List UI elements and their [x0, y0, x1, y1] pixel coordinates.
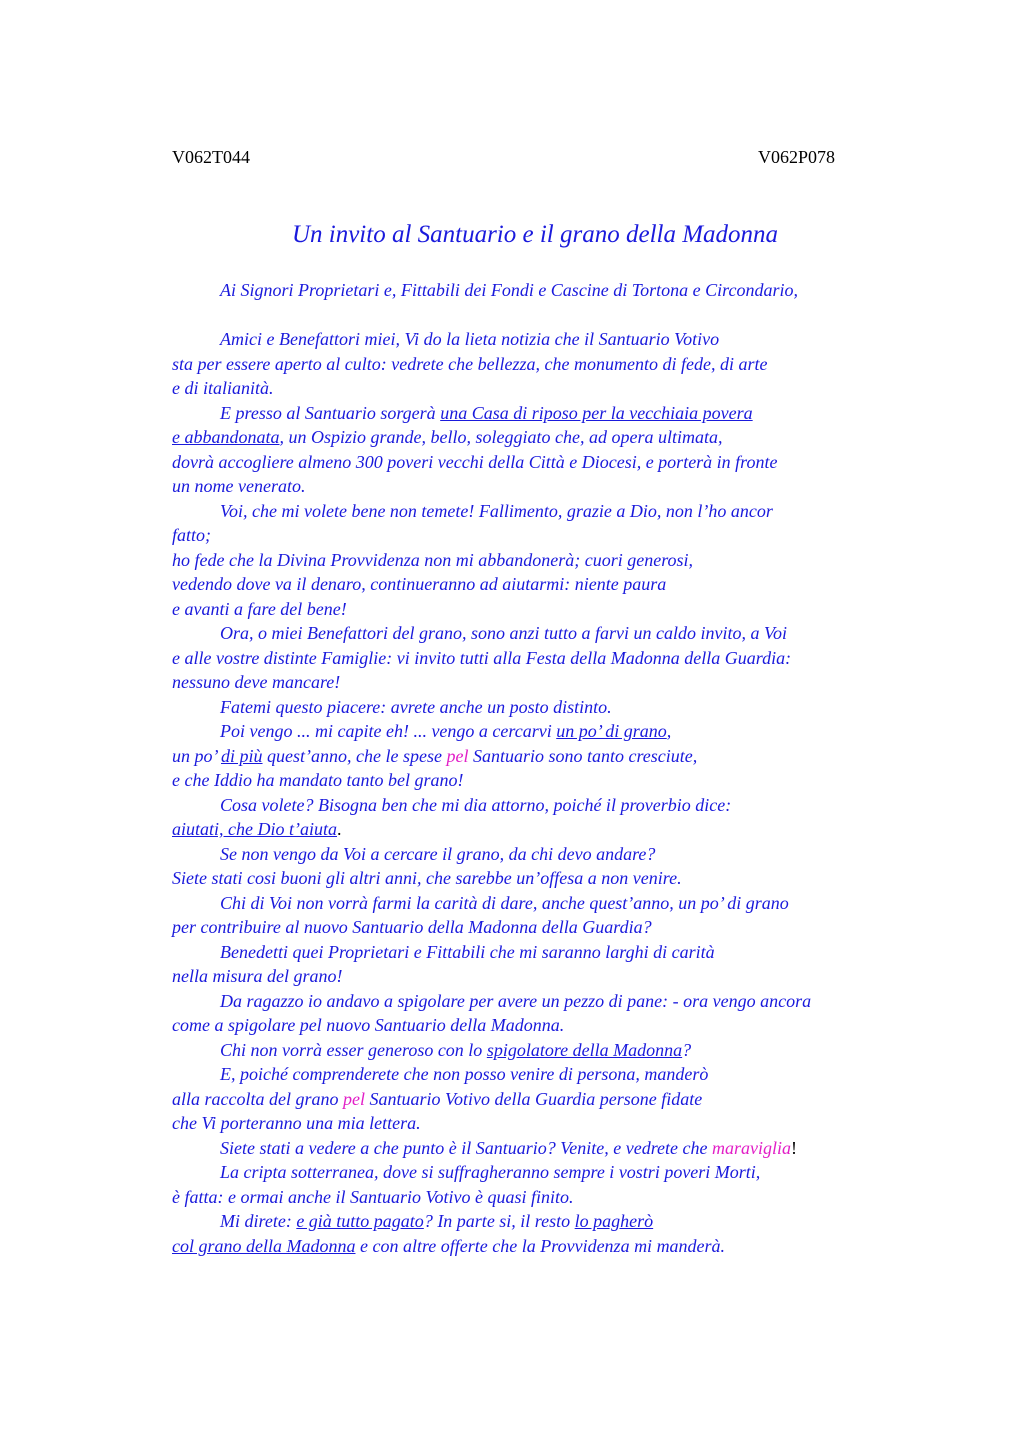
text-line: nella misura del grano! — [172, 966, 343, 986]
underlined-phrase: spigolatore della Madonna — [486, 1039, 683, 1060]
text-segment: ? In parte si, il resto — [423, 1211, 575, 1231]
text-line — [172, 425, 972, 450]
highlighted-word: pel — [342, 1088, 365, 1109]
underlined-phrase: col grano della Madonna — [172, 1235, 356, 1256]
header-left-code: V062T044 — [172, 147, 250, 167]
text-line — [172, 1087, 972, 1112]
text-line — [172, 744, 972, 769]
text-segment: e con altre offerte che la Provvidenza mi manderà. — [355, 1235, 726, 1256]
highlighted-word: maraviglia — [712, 1137, 792, 1158]
text-segment: Santuario sono tanto cresciute, — [468, 745, 698, 766]
underlined-phrase: e già tutto pagato — [296, 1211, 424, 1231]
text-segment: Chi non vorrà esser generoso con lo — [220, 1039, 487, 1060]
text-segment: ? — [682, 1039, 692, 1060]
document-title: Un invito al Santuario e il grano della Madonna — [291, 221, 779, 248]
underlined-phrase: una Casa di riposo per la vecchiaia povera — [440, 402, 753, 423]
salutation: Ai Signori Proprietari e, Fittabili dei Fondi e Cascine di Tortona e Circondario, — [220, 280, 798, 300]
highlighted-word: pel — [446, 745, 469, 766]
text-segment: alla raccolta del grano — [172, 1088, 343, 1109]
header-right-code: V062P078 — [758, 147, 836, 167]
text-line: un nome venerato. — [172, 476, 306, 496]
text-line: e alle vostre distinte Famiglie: vi invito tutti alla Festa della Madonna della Guardia: — [172, 647, 792, 668]
text-line — [172, 1038, 972, 1063]
text-segment: Mi direte: — [220, 1211, 297, 1231]
text-segment: , — [666, 721, 672, 741]
text-line: Ora, o miei Benefattori del grano, sono anzi tutto a farvi un caldo invito, a Voi — [220, 623, 787, 643]
text-line: e che Iddio ha mandato tanto bel grano! — [172, 770, 464, 790]
letter-body — [172, 327, 972, 1258]
text-line: che Vi porteranno una mia lettera. — [172, 1113, 421, 1133]
text-line: Voi, che mi volete bene non temete! Fallimento, grazie a Dio, non l’ho ancor — [220, 500, 773, 521]
punctuation: ! — [791, 1137, 798, 1158]
text-segment: Poi vengo ... mi capite eh! ... vengo a cercarvi — [220, 721, 557, 741]
text-line: come a spigolare pel nuovo Santuario della Madonna. — [172, 1015, 565, 1035]
underlined-phrase: di più — [221, 745, 263, 766]
text-line: per contribuire al nuovo Santuario della Madonna della Guardia? — [172, 917, 652, 937]
text-line: E, poiché comprenderete che non posso venire di persona, manderò — [220, 1064, 709, 1084]
text-line: Amici e Benefattori miei, Vi do la lieta notizia che il Santuario Votivo — [220, 329, 720, 349]
text-segment: , un Ospizio grande, bello, soleggiato che, ad opera ultimata, — [279, 427, 723, 447]
text-segment: un po’ — [172, 745, 221, 766]
text-line: Fatemi questo piacere: avrete anche un posto distinto. — [220, 696, 612, 717]
text-segment: E presso al Santuario sorgerà — [220, 402, 441, 423]
text-line — [172, 1234, 972, 1259]
text-segment: Siete stati a vedere a che punto è il Santuario? Venite, e vedrete che — [220, 1137, 713, 1158]
text-line — [172, 817, 972, 842]
punctuation: . — [336, 819, 342, 839]
text-line: Da ragazzo io andavo a spigolare per avere un pezzo di pane: - ora vengo ancora — [220, 990, 812, 1011]
text-line: fatto; — [172, 525, 211, 545]
text-line: La cripta sotterranea, dove si suffragheranno sempre i vostri poveri Morti, — [220, 1162, 761, 1182]
underlined-phrase: aiutati, che Dio t’aiuta — [172, 819, 337, 839]
text-line: sta per essere aperto al culto: vedrete che bellezza, che monumento di fede, di arte — [172, 353, 768, 374]
underlined-phrase: un po’ di grano — [556, 721, 667, 741]
underlined-phrase: lo pagherò — [574, 1211, 654, 1231]
text-line — [172, 1136, 972, 1161]
text-line — [172, 401, 972, 426]
text-line: Chi di Voi non vorrà farmi la carità di dare, anche quest’anno, un po’ di grano — [220, 892, 789, 913]
text-line: vedendo dove va il denaro, continueranno ad aiutarmi: niente paura — [172, 574, 667, 594]
text-line — [172, 719, 972, 744]
text-line: e di italianità. — [172, 378, 274, 398]
text-segment: quest’anno, che le spese — [262, 745, 447, 766]
underlined-phrase: e abbandonata — [172, 427, 280, 447]
text-line: e avanti a fare del bene! — [172, 598, 347, 619]
text-line: Siete stati cosi buoni gli altri anni, che sarebbe un’offesa a non venire. — [172, 868, 682, 888]
text-line: dovrà accogliere almeno 300 poveri vecchi della Città e Diocesi, e porterà in fronte — [172, 451, 778, 472]
text-line: Se non vengo da Voi a cercare il grano, da chi devo andare? — [220, 843, 656, 864]
text-line: nessuno deve mancare! — [172, 672, 341, 692]
text-line — [172, 1209, 972, 1234]
text-line: ho fede che la Divina Provvidenza non mi abbandonerà; cuori generosi, — [172, 549, 694, 570]
text-line: è fatta: e ormai anche il Santuario Votivo è quasi finito. — [172, 1186, 574, 1207]
text-segment: Santuario Votivo della Guardia persone fidate — [364, 1088, 703, 1109]
text-line: Cosa volete? Bisogna ben che mi dia attorno, poiché il proverbio dice: — [220, 794, 732, 815]
text-line: Benedetti quei Proprietari e Fittabili che mi saranno larghi di carità — [220, 941, 715, 962]
